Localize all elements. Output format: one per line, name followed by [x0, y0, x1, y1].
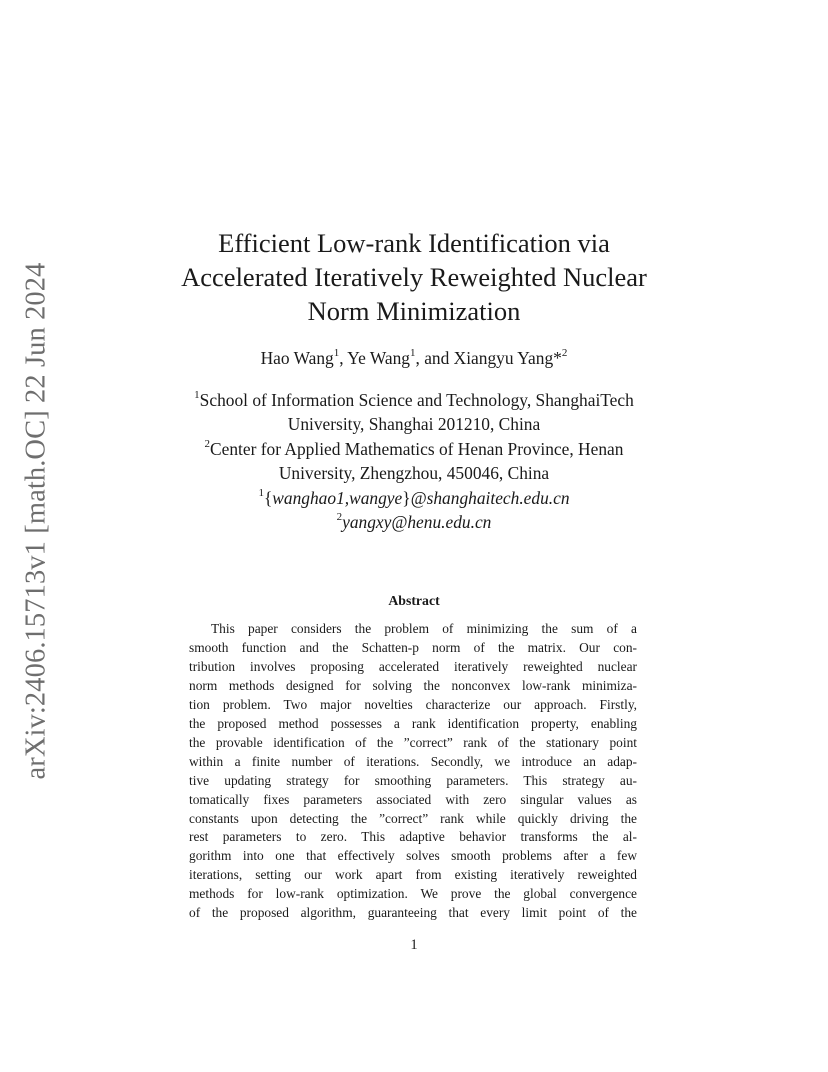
affiliation-marker: 1	[194, 389, 200, 402]
brace-open: {	[263, 487, 273, 508]
author-name: Hao Wang	[260, 348, 334, 368]
affiliation-text: Center for Applied Mathematics of Henan Province, Henan	[210, 438, 624, 459]
email-line-2	[100, 510, 728, 534]
abstract-line: the provable identification of the ”correct” rank of the stationary point	[189, 734, 637, 750]
affiliation-2	[100, 437, 728, 461]
page-number: 1	[410, 937, 418, 953]
abstract-line: norm methods designed for solving the nonconvex low-rank minimiza-	[189, 677, 637, 693]
abstract-line: within a finite number of iterations. Secondly, we introduce an adap-	[189, 753, 637, 769]
email-address: yangxy@henu.edu.cn	[342, 512, 492, 533]
author-name: , Ye Wang	[339, 348, 410, 368]
abstract-line: tribution involves proposing accelerated iteratively reweighted nuclear	[189, 658, 637, 674]
abstract-line: of the proposed algorithm, guaranteeing that every limit point of the	[189, 905, 637, 921]
abstract-line: iterations, setting our work apart from existing iteratively reweighted	[189, 867, 637, 883]
abstract-line: tomatically fixes parameters associated with zero singular values as	[189, 791, 637, 807]
paper-title	[100, 226, 728, 328]
abstract-line: the proposed method possesses a rank identification property, enabling	[189, 715, 637, 731]
abstract-line: gorithm into one that effectively solves smooth problems after a few	[189, 848, 637, 864]
affiliation-marker: 2	[336, 511, 343, 524]
affiliation-marker: 2	[204, 438, 211, 451]
affiliation-1-cont: University, Shanghai 201210, China	[287, 414, 541, 435]
abstract-line: tive updating strategy for smoothing parameters. This strategy au-	[189, 772, 637, 788]
affiliations-block	[100, 388, 728, 534]
arxiv-identifier-stamp	[12, 262, 60, 780]
abstract-line: smooth function and the Schatten-p norm of the matrix. Our con-	[189, 639, 637, 655]
affiliation-marker: 2	[561, 347, 568, 360]
affiliation-marker: 1	[258, 486, 264, 499]
abstract-body	[189, 620, 637, 923]
arxiv-identifier-text: arXiv:2406.15713v1 [math.OC] 22 Jun 2024	[20, 262, 51, 780]
abstract-line: rest parameters to zero. This adaptive behavior transforms the al-	[189, 829, 637, 845]
abstract-line: methods for low-rank optimization. We prove the global convergence	[189, 886, 637, 902]
affiliation-1	[100, 388, 728, 412]
affiliation-marker: 1	[333, 347, 340, 360]
title-line: Accelerated Iteratively Reweighted Nuclear	[181, 262, 647, 292]
abstract-line: tion problem. Two major novelties characterize our approach. Firstly,	[189, 696, 637, 712]
author-name: , and Xiangyu Yang*	[415, 348, 562, 368]
abstract-line: This paper considers the problem of minimizing the sum of a	[211, 621, 637, 636]
affiliation-text: School of Information Science and Technology, ShanghaiTech	[199, 390, 634, 410]
abstract-line: constants upon detecting the ”correct” rank while quickly driving the	[189, 810, 637, 826]
email-line-1	[100, 486, 728, 510]
title-line: Norm Minimization	[307, 296, 521, 326]
email-domain: @shanghaitech.edu.cn	[410, 487, 570, 508]
affiliation-marker: 1	[410, 347, 416, 360]
affiliation-2-cont: University, Zhengzhou, 450046, China	[278, 463, 550, 484]
abstract-heading: Abstract	[388, 593, 440, 608]
brace-close: }	[402, 487, 411, 508]
email-users: wanghao1,wangye	[272, 487, 403, 508]
title-line: Efficient Low-rank Identification via	[218, 228, 610, 258]
author-list	[100, 346, 728, 370]
